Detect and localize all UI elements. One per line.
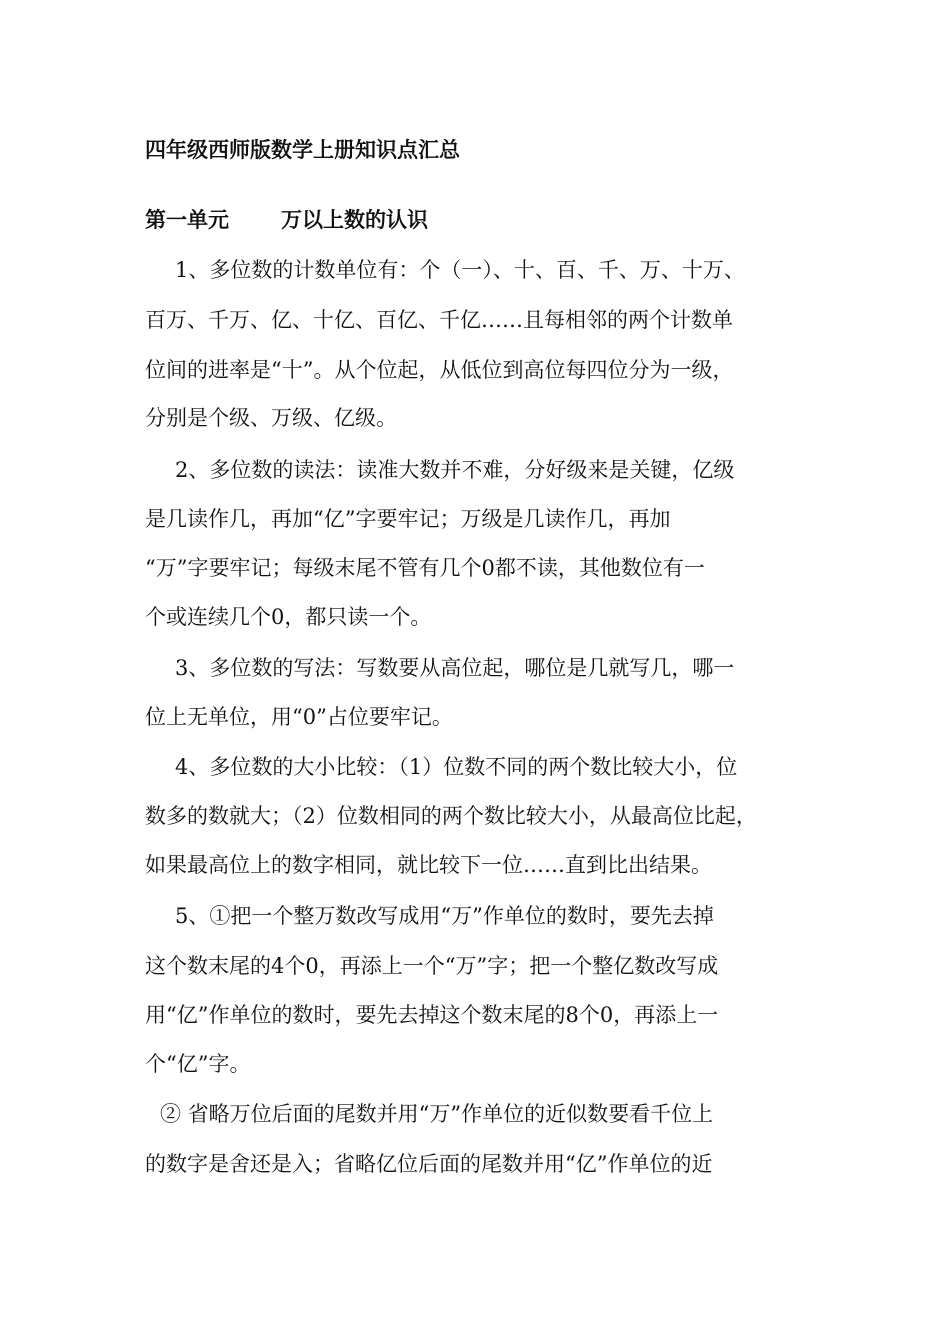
paragraph-line: 个或连续几个0，都只读一个。 [145,605,432,629]
paragraph-line: 4、多位数的大小比较：（1）位数不同的两个数比较大小，位 [175,755,738,779]
paragraph-line: 数多的数就大；（2）位数相同的两个数比较大小，从最高位比起， [145,804,757,828]
unit-name: 万以上数的认识 [281,208,428,232]
paragraph-line: 分别是个级、万级、亿级。 [145,406,397,430]
paragraph-line: “万”字要牢记；每级末尾不管有几个0都不读，其他数位有一 [145,556,705,580]
paragraph-line: 2、多位数的读法：读准大数并不难，分好级来是关键，亿级 [175,458,735,482]
paragraph-line: 5、①把一个整万数改写成用“万”作单位的数时，要先去掉 [175,904,714,928]
paragraph-line: 位上无单位，用“0”占位要牢记。 [145,705,453,729]
paragraph-line: 是几读作几，再加“亿”字要牢记；万级是几读作几，再加 [145,507,671,531]
paragraph-line: 如果最高位上的数字相同，就比较下一位……直到比出结果。 [145,853,712,877]
paragraph-line: 用“亿”作单位的数时，要先去掉这个数末尾的8个0，再添上一 [145,1003,719,1027]
paragraph-line: 1、多位数的计数单位有：个（一）、十、百、千、万、十万、 [175,258,745,282]
unit-label: 第一单元 [145,208,229,232]
document-title: 四年级西师版数学上册知识点汇总 [145,138,460,162]
paragraph-line: 个“亿”字。 [145,1052,251,1076]
paragraph-line: 这个数末尾的4个0，再添上一个“万”字；把一个整亿数改写成 [145,954,719,978]
paragraph-line: 3、多位数的写法：写数要从高位起，哪位是几就写几，哪一 [175,656,735,680]
paragraph-line: ② 省略万位后面的尾数并用“万”作单位的近似数要看千位上 [160,1102,714,1126]
unit-heading [145,205,428,235]
paragraph-line: 位间的进率是“十”。从个位起，从低位到高位每四位分为一级， [145,358,734,382]
paragraph-line: 百万、千万、亿、十亿、百亿、千亿……且每相邻的两个计数单 [145,308,733,332]
paragraph-line: 的数字是舍还是入；省略亿位后面的尾数并用“亿”作单位的近 [145,1152,713,1176]
